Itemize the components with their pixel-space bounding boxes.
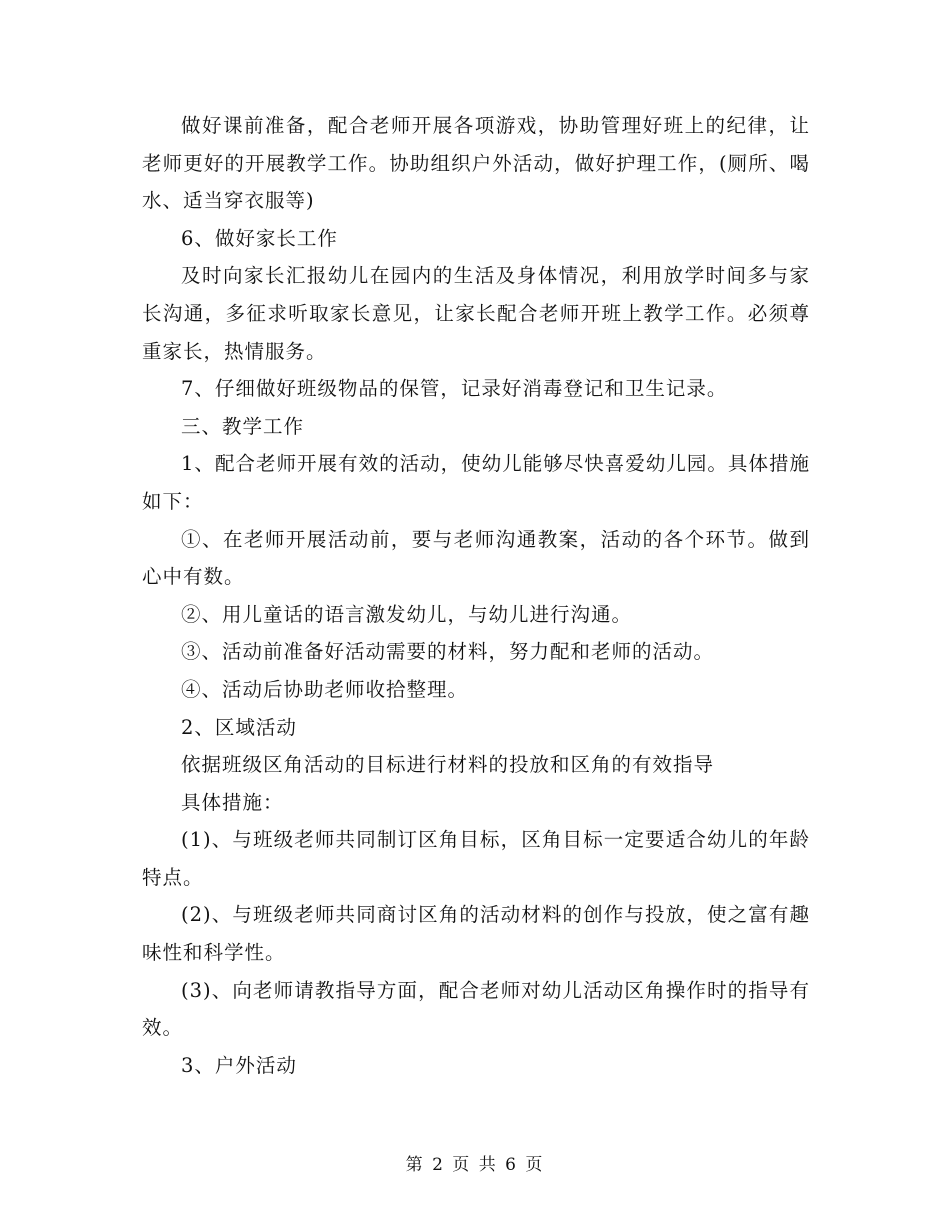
section-heading: 3、户外活动	[181, 1053, 297, 1077]
section-heading: 三、教学工作	[181, 414, 305, 438]
paragraph: 做好课前准备，配合老师开展各项游戏，协助管理好班上的纪律，让老师更好的开展教学工作。协助组织户外活动，做好护理工作，(厕所、喝水、适当穿衣服等)	[142, 114, 810, 213]
list-item: (3)、向老师请教指导方面，配合老师对幼儿活动区角操作时的指导有效。	[142, 978, 810, 1040]
list-item: ①、在老师开展活动前，要与老师沟通教案，活动的各个环节。做到心中有数。	[142, 527, 810, 589]
paragraph: 及时向家长汇报幼儿在园内的生活及身体情况，利用放学时间多与家长沟通，多征求听取家长意见，让家长配合老师开班上教学工作。必须尊重家长，热情服务。	[142, 264, 810, 363]
section-heading: 6、做好家长工作	[181, 226, 338, 250]
section-heading: 7、仔细做好班级物品的保管，记录好消毒登记和卫生记录。	[181, 377, 728, 401]
list-item: (2)、与班级老师共同商讨区角的活动材料的创作与投放，使之富有趣味性和科学性。	[142, 903, 810, 965]
list-item: (1)、与班级老师共同制订区角目标，区角目标一定要适合幼儿的年龄特点。	[142, 828, 810, 889]
list-item: ④、活动后协助老师收拾整理。	[181, 677, 469, 701]
page-footer: 第 2 页 共 6 页	[405, 1155, 545, 1175]
paragraph: 1、配合老师开展有效的活动，使幼儿能够尽快喜爱幼儿园。具体措施如下：	[142, 452, 810, 513]
section-heading: 2、区域活动	[181, 715, 297, 739]
list-item: ③、活动前准备好活动需要的材料，努力配和老师的活动。	[181, 640, 715, 664]
document-body	[142, 107, 810, 1084]
list-item: ②、用儿童话的语言激发幼儿，与幼儿进行沟通。	[181, 602, 633, 626]
paragraph: 具体措施：	[181, 790, 284, 814]
paragraph: 依据班级区角活动的目标进行材料的投放和区角的有效指导	[181, 753, 715, 777]
